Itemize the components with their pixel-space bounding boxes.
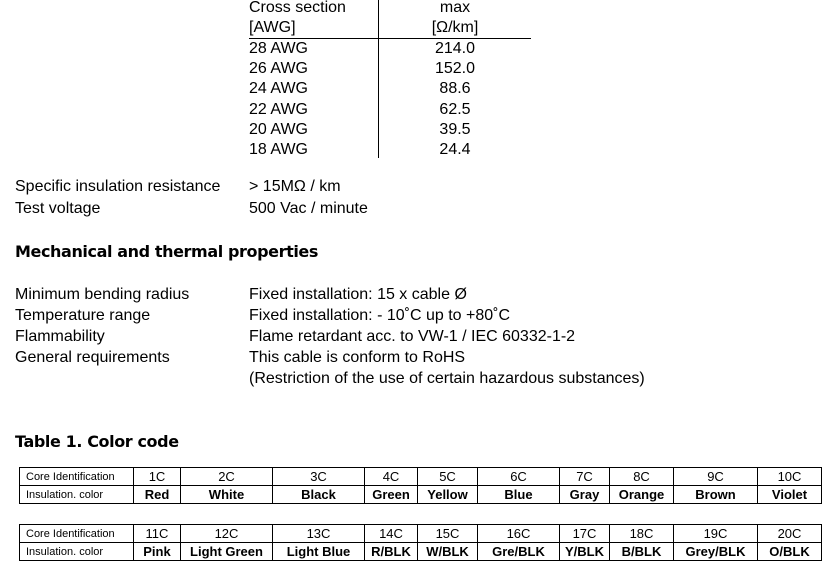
resistance-row	[249, 100, 531, 120]
insulation-resistance-value: > 15MΩ / km	[249, 178, 341, 195]
test-voltage-value: 500 Vac / minute	[249, 200, 368, 217]
insulation-color-cell: Orange	[610, 486, 674, 504]
insulation-color-cell: B/BLK	[610, 543, 674, 561]
insulation-color-cell: Black	[273, 486, 365, 504]
insulation-color-cell: Light Blue	[273, 543, 365, 561]
flammability-value: Flame retardant acc. to VW-1 / IEC 60332-1-2	[249, 328, 576, 345]
insulation-color-cell: White	[181, 486, 273, 504]
insulation-color-cell: R/BLK	[365, 543, 418, 561]
resistance-cell: 152.0	[434, 60, 476, 78]
resistance-cell: 88.6	[439, 80, 471, 98]
resistance-row	[249, 79, 531, 99]
resistance-row	[249, 120, 531, 140]
insulation-color-cell: Pink	[134, 543, 181, 561]
core-id-cell: 7C	[560, 468, 610, 486]
bending-radius-value: Fixed installation: 15 x cable Ø	[249, 286, 467, 303]
insulation-color-row	[20, 543, 822, 561]
core-id-cell: 9C	[674, 468, 758, 486]
core-id-cell: 4C	[365, 468, 418, 486]
awg-cell: 22 AWG	[249, 100, 308, 118]
rohs-note: (Restriction of the use of certain hazardous substances)	[249, 370, 645, 387]
core-id-cell: 3C	[273, 468, 365, 486]
resistance-row	[249, 140, 531, 160]
core-id-cell: 5C	[418, 468, 478, 486]
insulation-color-cell: Gray	[560, 486, 610, 504]
insulation-color-cell: Y/BLK	[560, 543, 610, 561]
core-id-cell: 2C	[181, 468, 273, 486]
insulation-color-cell: Yellow	[418, 486, 478, 504]
bending-radius-label: Minimum bending radius	[15, 286, 190, 303]
core-identification-row	[20, 525, 822, 543]
max-resistance-header	[379, 0, 531, 38]
insulation-color-cell: Red	[134, 486, 181, 504]
temperature-range-label: Temperature range	[15, 307, 151, 324]
awg-cell: 18 AWG	[249, 140, 308, 158]
core-id-cell: 6C	[478, 468, 560, 486]
core-id-cell: 11C	[134, 525, 181, 543]
insulation-color-row	[20, 486, 822, 504]
insulation-color-cell: Gre/BLK	[478, 543, 560, 561]
flammability-label: Flammability	[15, 328, 105, 345]
insulation-color-label: Insulation. color	[20, 543, 134, 561]
insulation-color-cell: W/BLK	[418, 543, 478, 561]
resistance-row	[249, 59, 531, 79]
resistance-cell: 62.5	[439, 100, 471, 118]
resistance-table	[249, 0, 531, 160]
core-id-cell: 12C	[181, 525, 273, 543]
color-code-heading: Table 1. Color code	[15, 432, 179, 451]
resistance-row	[249, 39, 531, 59]
general-requirements-value: This cable is conform to RoHS	[249, 349, 466, 366]
insulation-color-cell: Light Green	[181, 543, 273, 561]
core-id-cell: 15C	[418, 525, 478, 543]
cross-section-header-line2: [AWG]	[249, 19, 296, 36]
core-id-cell: 20C	[758, 525, 822, 543]
mechanical-heading: Mechanical and thermal properties	[15, 242, 319, 261]
general-requirements-label: General requirements	[15, 349, 170, 366]
insulation-resistance-label: Specific insulation resistance	[15, 178, 221, 195]
core-id-cell: 19C	[674, 525, 758, 543]
color-code-table-1	[19, 467, 822, 504]
awg-cell: 24 AWG	[249, 80, 308, 98]
insulation-color-cell: Blue	[478, 486, 560, 504]
core-id-cell: 14C	[365, 525, 418, 543]
cross-section-header	[249, 0, 379, 38]
insulation-color-cell: Grey/BLK	[674, 543, 758, 561]
core-id-cell: 13C	[273, 525, 365, 543]
awg-cell: 26 AWG	[249, 60, 308, 78]
resistance-cell: 39.5	[439, 120, 471, 138]
resistance-cell: 24.4	[439, 140, 471, 158]
max-resistance-header-line2: [Ω/km]	[431, 19, 479, 36]
resistance-table-header	[249, 0, 531, 39]
core-identification-label: Core Identification	[20, 468, 134, 486]
test-voltage-label: Test voltage	[15, 200, 101, 217]
core-id-cell: 16C	[478, 525, 560, 543]
core-identification-row	[20, 468, 822, 486]
max-resistance-header-line1: max	[439, 0, 471, 16]
awg-cell: 28 AWG	[249, 40, 308, 57]
core-id-cell: 18C	[610, 525, 674, 543]
core-id-cell: 17C	[560, 525, 610, 543]
awg-cell: 20 AWG	[249, 120, 308, 138]
color-code-table-2	[19, 524, 822, 561]
temperature-range-value: Fixed installation: - 10˚C up to +80˚C	[249, 307, 511, 324]
core-id-cell: 1C	[134, 468, 181, 486]
resistance-table-divider	[378, 0, 379, 158]
resistance-cell: 214.0	[434, 40, 476, 57]
insulation-color-cell: Green	[365, 486, 418, 504]
insulation-color-cell: Violet	[758, 486, 822, 504]
core-id-cell: 8C	[610, 468, 674, 486]
core-identification-label: Core Identification	[20, 525, 134, 543]
cross-section-header-line1: Cross section	[249, 0, 346, 16]
core-id-cell: 10C	[758, 468, 822, 486]
insulation-color-cell: O/BLK	[758, 543, 822, 561]
insulation-color-label: Insulation. color	[20, 486, 134, 504]
insulation-color-cell: Brown	[674, 486, 758, 504]
